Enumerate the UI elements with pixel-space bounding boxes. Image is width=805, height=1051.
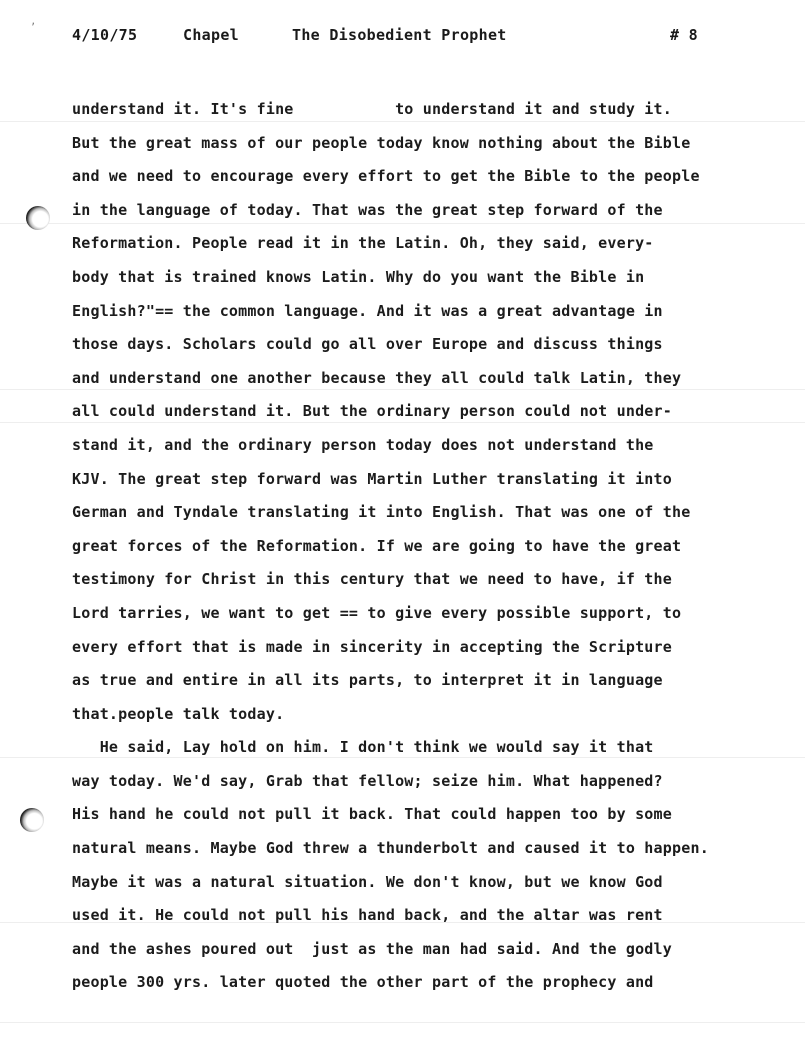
text-line: German and Tyndale translating it into English. That was one of the [72,503,691,522]
text-line: in the language of today. That was the great step forward of the [72,200,663,219]
text-line: English?"== the common language. And it was a great advantage in [72,301,663,320]
text-line: great forces of the Reformation. If we are going to have the great [72,536,682,555]
text-line: way today. We'd say, Grab that fellow; seize him. What happened? [72,771,663,790]
header-venue: Chapel [183,26,239,44]
punch-hole [20,808,44,832]
text-line: Reformation. People read it in the Latin. Oh, they said, every- [72,234,654,253]
text-line: natural means. Maybe God threw a thunderbolt and caused it to happen. [72,839,709,858]
header-date: 4/10/75 [72,26,138,44]
text-line: as true and entire in all its parts, to interpret it in language [72,671,663,690]
text-line: body that is trained knows Latin. Why do you want the Bible in [72,267,645,286]
punch-hole [26,206,50,230]
text-line: He said, Lay hold on him. I don't think we would say it that [72,738,654,757]
text-line: KJV. The great step forward was Martin Luther translating it into [72,469,672,488]
header-title: The Disobedient Prophet [292,26,507,44]
text-line: people 300 yrs. later quoted the other part of the prophecy and [72,973,654,992]
text-line: Maybe it was a natural situation. We don't know, but we know God [72,872,663,891]
text-line: But the great mass of our people today know nothing about the Bible [72,133,691,152]
text-line: stand it, and the ordinary person today does not understand the [72,435,654,454]
text-line: and the ashes poured out just as the man had said. And the godly [72,939,672,958]
text-line: Lord tarries, we want to get == to give every possible support, to [72,603,682,622]
text-line: every effort that is made in sincerity in accepting the Scripture [72,637,672,656]
text-line: that.people talk today. [72,704,285,723]
text-line: and we need to encourage every effort to get the Bible to the people [72,167,700,186]
text-line: all could understand it. But the ordinary person could not under- [72,402,672,421]
text-line: understand it. It's fine to understand it and study it. [72,100,672,118]
text-line: His hand he could not pull it back. That could happen too by some [72,805,672,824]
ruled-line [0,1022,805,1023]
text-line: those days. Scholars could go all over Europe and discuss things [72,335,663,354]
header-page-number: # 8 [670,26,698,44]
text-line: and understand one another because they all could talk Latin, they [72,368,682,387]
text-line: used it. He could not pull his hand back, and the altar was rent [72,906,663,925]
text-line: testimony for Christ in this century that we need to have, if the [72,570,672,589]
page-header [72,26,752,50]
stray-mark: ʼ [30,22,37,33]
body-text [72,93,797,1000]
